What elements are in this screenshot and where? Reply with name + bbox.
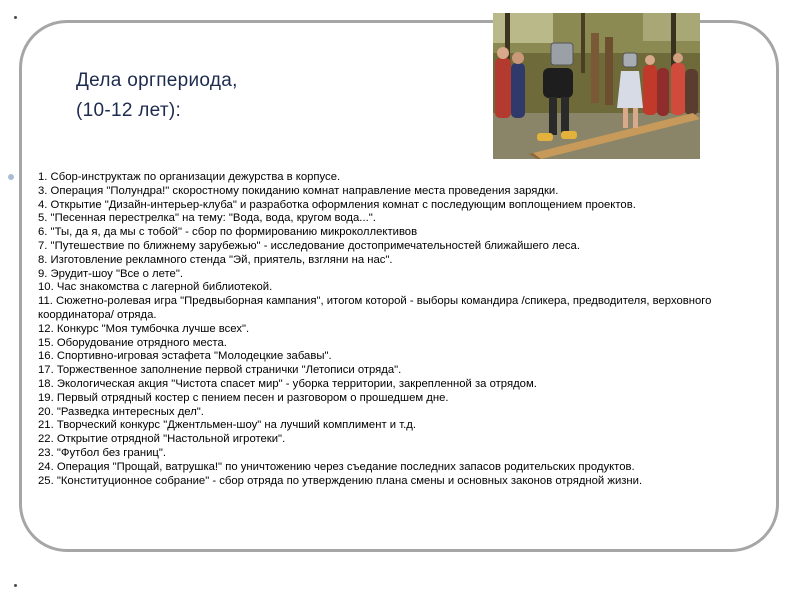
camp-activity-photo bbox=[493, 13, 700, 159]
photo-illustration bbox=[493, 13, 700, 159]
activity-item: 20. "Разведка интересных дел". bbox=[38, 405, 204, 418]
activity-item: 1. Сбор-инструктаж по организации дежурства в корпусе. bbox=[38, 171, 341, 183]
activity-item: 25. "Конституционное собрание" - сбор отряда по утверждению плана смены и основных законов отрядной жизни. bbox=[38, 474, 643, 487]
activity-item: 15. Оборудование отрядного места. bbox=[38, 336, 227, 349]
slide-title bbox=[76, 66, 238, 126]
activity-item: 6. "Ты, да я, да мы с тобой" - сбор по формированию микроколлективов bbox=[38, 226, 418, 239]
activity-item: 10. Час знакомства с лагерной библиотекой. bbox=[38, 281, 273, 294]
activity-item: 4. Открытие "Дизайн-интерьер-клуба" и разработка оформления комнат с последующим воплощением проектов. bbox=[38, 198, 636, 211]
activity-item: 9. Эрудит-шоу "Все о лете". bbox=[38, 267, 183, 280]
activity-item: 17. Торжественное заполнение первой странички "Летописи отряда". bbox=[38, 364, 402, 377]
activity-item: 19. Первый отрядный костер с пением песен и разговором о прошедшем дне. bbox=[38, 391, 449, 404]
title-line-1: Дела оргпериода, bbox=[76, 70, 238, 91]
activity-item: 7. "Путешествие по ближнему зарубежью" - исследование достопримечательностей ближайшего леса. bbox=[38, 239, 580, 252]
activity-item: 12. Конкурс "Моя тумбочка лучше всех". bbox=[38, 322, 250, 335]
activity-item: 23. "Футбол без границ". bbox=[38, 446, 167, 459]
corner-dot-bottom bbox=[14, 584, 17, 587]
activity-item: 22. Открытие отрядной "Настольной игротеки". bbox=[38, 433, 286, 446]
corner-dot-top bbox=[14, 16, 17, 19]
activity-item: 5. "Песенная перестрелка" на тему: "Вода, вода, кругом вода...". bbox=[38, 212, 376, 225]
activity-item: 16. Спортивно-игровая эстафета "Молодецкие забавы". bbox=[38, 350, 332, 363]
activity-item: 21. Творческий конкурс "Джентльмен-шоу" на лучший комплимент и т.д. bbox=[38, 419, 417, 432]
activity-item: 11. Сюжетно-ролевая игра "Предвыборная кампания", итогом которой - выборы командира /спикера, предводителя, верховного координатора/ отряда. bbox=[38, 295, 712, 321]
activity-item: 18. Экологическая акция "Чистота спасет мир" - уборка территории, закрепленной за отрядом. bbox=[38, 377, 537, 390]
activity-item: 24. Операция "Прощай, ватрушка!" по уничтожению через съедание последних запасов родительских продуктов. bbox=[38, 460, 635, 473]
activity-item: 8. Изготовление рекламного стенда "Эй, приятель, взгляни на нас". bbox=[38, 253, 393, 266]
title-line-2: (10-12 лет): bbox=[76, 100, 182, 121]
activity-item: 3. Операция "Полундра!" скоростному покиданию комнат направление места проведения зарядки. bbox=[38, 184, 559, 197]
bullet-marker bbox=[8, 174, 14, 180]
activity-list bbox=[38, 171, 768, 488]
